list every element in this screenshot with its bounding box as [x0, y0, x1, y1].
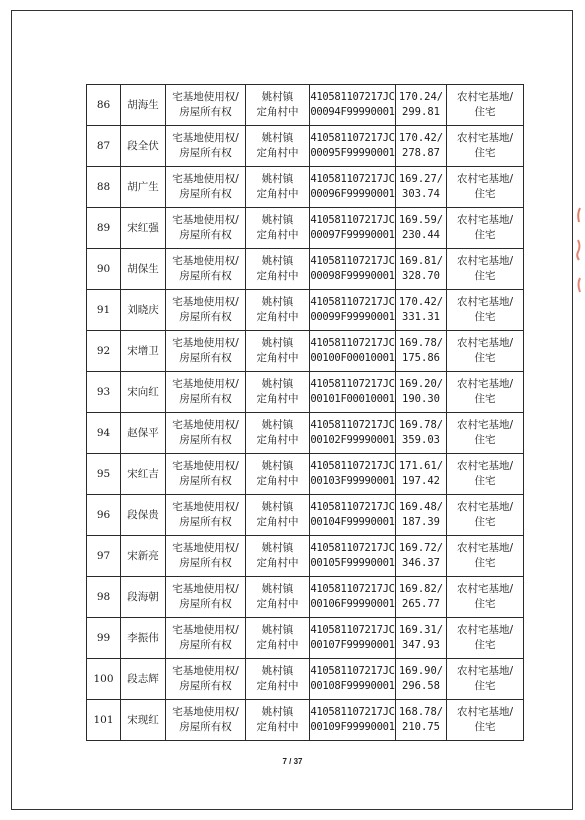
cell-unit-code	[310, 495, 396, 536]
cell-area	[396, 659, 447, 700]
cell-right-type-line: 房屋所有权	[179, 147, 232, 159]
table-row	[87, 618, 524, 659]
cell-location-line: 定角村中	[256, 475, 299, 487]
cell-unit-code-line: 00097F99990001	[310, 229, 395, 241]
cell-owner-name: 宋红强	[121, 208, 166, 249]
cell-land-use-line: 住宅	[474, 393, 496, 405]
cell-right-type-line: 宅基地使用权/	[172, 706, 239, 718]
cell-unit-code-line: 00103F99990001	[310, 475, 395, 487]
cell-owner-name: 段保贵	[121, 495, 166, 536]
cell-unit-code	[310, 126, 396, 167]
cell-land-use-line: 住宅	[474, 598, 496, 610]
cell-location-line: 定角村中	[256, 639, 299, 651]
cell-location	[246, 413, 310, 454]
cell-land-use	[447, 577, 524, 618]
cell-area-line: 169.81/	[398, 255, 444, 267]
cell-land-use	[447, 454, 524, 495]
cell-location-line: 姚村镇	[261, 296, 294, 308]
cell-location-line: 姚村镇	[261, 173, 294, 185]
cell-number: 91	[87, 290, 121, 331]
cell-owner-name: 段志辉	[121, 659, 166, 700]
cell-land-use-line: 农村宅基地/	[456, 214, 514, 226]
cell-area-line: 187.39	[402, 516, 440, 528]
cell-land-use-line: 住宅	[474, 106, 496, 118]
cell-area-line: 168.78/	[398, 706, 444, 718]
cell-area-line: 169.48/	[398, 501, 444, 513]
cell-owner-name: 段全伏	[121, 126, 166, 167]
cell-right-type-line: 宅基地使用权/	[172, 378, 239, 390]
cell-right-type-line: 房屋所有权	[179, 270, 232, 282]
cell-area-line: 169.82/	[398, 583, 444, 595]
cell-location	[246, 536, 310, 577]
cell-unit-code-line: 00096F99990001	[310, 188, 395, 200]
cell-land-use-line: 农村宅基地/	[456, 296, 514, 308]
cell-land-use-line: 农村宅基地/	[456, 460, 514, 472]
cell-unit-code	[310, 167, 396, 208]
cell-number: 96	[87, 495, 121, 536]
seal-stamp-edge	[574, 200, 584, 320]
cell-right-type	[166, 413, 246, 454]
cell-location-line: 定角村中	[256, 352, 299, 364]
cell-land-use	[447, 126, 524, 167]
cell-right-type-line: 宅基地使用权/	[172, 624, 239, 636]
cell-land-use-line: 住宅	[474, 680, 496, 692]
cell-location-line: 姚村镇	[261, 337, 294, 349]
cell-unit-code-line: 410581107217JC	[310, 583, 395, 595]
table-row	[87, 577, 524, 618]
cell-right-type	[166, 454, 246, 495]
cell-area-line: 299.81	[402, 106, 440, 118]
cell-area-line: 303.74	[402, 188, 440, 200]
cell-location-line: 定角村中	[256, 270, 299, 282]
cell-right-type-line: 宅基地使用权/	[172, 542, 239, 554]
cell-right-type-line: 宅基地使用权/	[172, 214, 239, 226]
cell-unit-code-line: 410581107217JC	[310, 378, 395, 390]
table-row	[87, 331, 524, 372]
cell-right-type	[166, 577, 246, 618]
cell-unit-code-line: 00107F99990001	[310, 639, 395, 651]
cell-number: 89	[87, 208, 121, 249]
cell-area-line: 169.72/	[398, 542, 444, 554]
cell-owner-name: 李振伟	[121, 618, 166, 659]
cell-location	[246, 290, 310, 331]
cell-right-type-line: 房屋所有权	[179, 680, 232, 692]
cell-unit-code-line: 00095F99990001	[310, 147, 395, 159]
cell-right-type	[166, 495, 246, 536]
cell-unit-code-line: 00108F99990001	[310, 680, 395, 692]
cell-area-line: 171.61/	[398, 460, 444, 472]
cell-land-use	[447, 495, 524, 536]
cell-location-line: 定角村中	[256, 434, 299, 446]
cell-area-line: 265.77	[402, 598, 440, 610]
cell-land-use-line: 农村宅基地/	[456, 706, 514, 718]
cell-number: 98	[87, 577, 121, 618]
cell-right-type-line: 房屋所有权	[179, 188, 232, 200]
cell-area-line: 169.31/	[398, 624, 444, 636]
cell-owner-name: 宋向红	[121, 372, 166, 413]
table-row	[87, 659, 524, 700]
cell-area-line: 210.75	[402, 721, 440, 733]
cell-location	[246, 618, 310, 659]
cell-land-use	[447, 413, 524, 454]
cell-area-line: 169.78/	[398, 337, 444, 349]
cell-unit-code-line: 410581107217JC	[310, 501, 395, 513]
cell-right-type-line: 宅基地使用权/	[172, 460, 239, 472]
cell-area	[396, 126, 447, 167]
cell-right-type-line: 宅基地使用权/	[172, 583, 239, 595]
table-row	[87, 536, 524, 577]
cell-unit-code-line: 00100F00010001	[310, 352, 395, 364]
cell-location	[246, 208, 310, 249]
cell-owner-name: 赵保平	[121, 413, 166, 454]
cell-right-type	[166, 618, 246, 659]
table-row	[87, 454, 524, 495]
cell-right-type-line: 房屋所有权	[179, 352, 232, 364]
cell-area-line: 190.30	[402, 393, 440, 405]
cell-area	[396, 618, 447, 659]
cell-location	[246, 85, 310, 126]
cell-owner-name: 胡海生	[121, 85, 166, 126]
cell-unit-code-line: 410581107217JC	[310, 337, 395, 349]
cell-unit-code	[310, 413, 396, 454]
cell-area-line: 169.59/	[398, 214, 444, 226]
cell-number: 97	[87, 536, 121, 577]
cell-land-use	[447, 290, 524, 331]
cell-location	[246, 372, 310, 413]
cell-unit-code	[310, 249, 396, 290]
table-row	[87, 249, 524, 290]
cell-unit-code	[310, 659, 396, 700]
cell-land-use-line: 农村宅基地/	[456, 419, 514, 431]
cell-unit-code	[310, 618, 396, 659]
cell-land-use-line: 农村宅基地/	[456, 378, 514, 390]
cell-right-type	[166, 208, 246, 249]
cell-land-use-line: 农村宅基地/	[456, 583, 514, 595]
cell-area-line: 296.58	[402, 680, 440, 692]
property-rights-table	[86, 84, 524, 741]
cell-right-type	[166, 700, 246, 741]
cell-location-line: 姚村镇	[261, 583, 294, 595]
table-row	[87, 372, 524, 413]
cell-area-line: 175.86	[402, 352, 440, 364]
cell-owner-name: 宋新亮	[121, 536, 166, 577]
cell-number: 90	[87, 249, 121, 290]
cell-land-use-line: 住宅	[474, 229, 496, 241]
cell-location-line: 姚村镇	[261, 132, 294, 144]
cell-unit-code-line: 00109F99990001	[310, 721, 395, 733]
cell-area	[396, 290, 447, 331]
cell-land-use-line: 住宅	[474, 516, 496, 528]
cell-location-line: 姚村镇	[261, 624, 294, 636]
cell-location-line: 姚村镇	[261, 378, 294, 390]
cell-land-use-line: 住宅	[474, 557, 496, 569]
table-body	[87, 85, 524, 741]
cell-unit-code-line: 00105F99990001	[310, 557, 395, 569]
cell-unit-code-line: 00099F99990001	[310, 311, 395, 323]
cell-area	[396, 413, 447, 454]
cell-land-use	[447, 249, 524, 290]
cell-location-line: 定角村中	[256, 516, 299, 528]
cell-area-line: 169.78/	[398, 419, 444, 431]
cell-location	[246, 659, 310, 700]
cell-number: 99	[87, 618, 121, 659]
cell-area-line: 278.87	[402, 147, 440, 159]
cell-area	[396, 577, 447, 618]
cell-unit-code	[310, 331, 396, 372]
cell-location-line: 定角村中	[256, 680, 299, 692]
cell-unit-code	[310, 85, 396, 126]
cell-right-type	[166, 331, 246, 372]
cell-land-use-line: 住宅	[474, 270, 496, 282]
cell-area	[396, 454, 447, 495]
cell-location-line: 定角村中	[256, 106, 299, 118]
cell-number: 86	[87, 85, 121, 126]
cell-number: 87	[87, 126, 121, 167]
cell-unit-code-line: 410581107217JC	[310, 173, 395, 185]
cell-unit-code-line: 00106F99990001	[310, 598, 395, 610]
cell-land-use	[447, 372, 524, 413]
cell-land-use	[447, 618, 524, 659]
cell-area-line: 169.20/	[398, 378, 444, 390]
cell-location	[246, 454, 310, 495]
cell-right-type-line: 房屋所有权	[179, 106, 232, 118]
cell-land-use	[447, 167, 524, 208]
cell-unit-code-line: 410581107217JC	[310, 255, 395, 267]
cell-area-line: 359.03	[402, 434, 440, 446]
cell-area-line: 197.42	[402, 475, 440, 487]
cell-unit-code-line: 410581107217JC	[310, 91, 395, 103]
cell-area	[396, 700, 447, 741]
cell-location	[246, 249, 310, 290]
cell-land-use	[447, 536, 524, 577]
cell-land-use-line: 住宅	[474, 639, 496, 651]
cell-right-type-line: 宅基地使用权/	[172, 665, 239, 677]
cell-number: 93	[87, 372, 121, 413]
cell-area-line: 169.27/	[398, 173, 444, 185]
cell-right-type	[166, 290, 246, 331]
cell-location-line: 姚村镇	[261, 91, 294, 103]
cell-unit-code-line: 410581107217JC	[310, 419, 395, 431]
cell-area	[396, 331, 447, 372]
cell-area	[396, 495, 447, 536]
cell-unit-code-line: 00104F99990001	[310, 516, 395, 528]
cell-unit-code-line: 410581107217JC	[310, 460, 395, 472]
cell-right-type-line: 房屋所有权	[179, 598, 232, 610]
cell-right-type-line: 宅基地使用权/	[172, 132, 239, 144]
cell-right-type	[166, 536, 246, 577]
cell-right-type-line: 房屋所有权	[179, 393, 232, 405]
cell-location	[246, 331, 310, 372]
cell-right-type	[166, 85, 246, 126]
cell-owner-name: 胡保生	[121, 249, 166, 290]
cell-right-type-line: 房屋所有权	[179, 721, 232, 733]
cell-land-use-line: 农村宅基地/	[456, 665, 514, 677]
cell-area-line: 169.90/	[398, 665, 444, 677]
cell-unit-code-line: 410581107217JC	[310, 706, 395, 718]
cell-location-line: 姚村镇	[261, 419, 294, 431]
cell-area	[396, 249, 447, 290]
table-row	[87, 85, 524, 126]
cell-location-line: 姚村镇	[261, 542, 294, 554]
cell-right-type	[166, 372, 246, 413]
cell-owner-name: 段海朝	[121, 577, 166, 618]
cell-area-line: 170.42/	[398, 296, 444, 308]
cell-right-type	[166, 126, 246, 167]
cell-unit-code-line: 00102F99990001	[310, 434, 395, 446]
cell-land-use-line: 住宅	[474, 147, 496, 159]
cell-location	[246, 167, 310, 208]
cell-location-line: 姚村镇	[261, 501, 294, 513]
cell-right-type-line: 宅基地使用权/	[172, 255, 239, 267]
cell-land-use-line: 住宅	[474, 721, 496, 733]
cell-right-type-line: 房屋所有权	[179, 311, 232, 323]
cell-number: 100	[87, 659, 121, 700]
cell-unit-code-line: 410581107217JC	[310, 296, 395, 308]
cell-unit-code	[310, 577, 396, 618]
cell-area-line: 347.93	[402, 639, 440, 651]
cell-unit-code	[310, 208, 396, 249]
cell-number: 101	[87, 700, 121, 741]
cell-location	[246, 126, 310, 167]
cell-area-line: 170.42/	[398, 132, 444, 144]
cell-area	[396, 372, 447, 413]
cell-land-use-line: 农村宅基地/	[456, 255, 514, 267]
cell-unit-code-line: 00094F99990001	[310, 106, 395, 118]
cell-land-use-line: 农村宅基地/	[456, 542, 514, 554]
cell-unit-code-line: 410581107217JC	[310, 542, 395, 554]
cell-right-type	[166, 249, 246, 290]
cell-land-use	[447, 700, 524, 741]
cell-right-type-line: 房屋所有权	[179, 229, 232, 241]
cell-area-line: 170.24/	[398, 91, 444, 103]
table-row	[87, 700, 524, 741]
cell-right-type	[166, 659, 246, 700]
cell-land-use-line: 农村宅基地/	[456, 132, 514, 144]
cell-right-type	[166, 167, 246, 208]
cell-unit-code	[310, 536, 396, 577]
cell-land-use	[447, 85, 524, 126]
cell-area	[396, 536, 447, 577]
cell-area-line: 331.31	[402, 311, 440, 323]
cell-location-line: 定角村中	[256, 557, 299, 569]
cell-land-use	[447, 208, 524, 249]
cell-area	[396, 208, 447, 249]
cell-right-type-line: 宅基地使用权/	[172, 91, 239, 103]
cell-right-type-line: 房屋所有权	[179, 557, 232, 569]
cell-unit-code	[310, 372, 396, 413]
cell-number: 94	[87, 413, 121, 454]
cell-number: 92	[87, 331, 121, 372]
cell-area-line: 328.70	[402, 270, 440, 282]
cell-location-line: 姚村镇	[261, 255, 294, 267]
cell-unit-code	[310, 290, 396, 331]
table-row	[87, 126, 524, 167]
cell-right-type-line: 房屋所有权	[179, 639, 232, 651]
cell-land-use	[447, 331, 524, 372]
cell-land-use-line: 农村宅基地/	[456, 173, 514, 185]
cell-right-type-line: 宅基地使用权/	[172, 296, 239, 308]
cell-right-type-line: 房屋所有权	[179, 516, 232, 528]
cell-owner-name: 胡广生	[121, 167, 166, 208]
cell-owner-name: 宋增卫	[121, 331, 166, 372]
cell-location-line: 定角村中	[256, 721, 299, 733]
table-row	[87, 167, 524, 208]
cell-unit-code-line: 410581107217JC	[310, 214, 395, 226]
cell-land-use-line: 住宅	[474, 475, 496, 487]
cell-land-use-line: 住宅	[474, 188, 496, 200]
cell-right-type-line: 宅基地使用权/	[172, 419, 239, 431]
cell-unit-code	[310, 700, 396, 741]
cell-area	[396, 167, 447, 208]
table-row	[87, 413, 524, 454]
table-row	[87, 208, 524, 249]
cell-location	[246, 577, 310, 618]
cell-unit-code-line: 410581107217JC	[310, 665, 395, 677]
cell-land-use-line: 农村宅基地/	[456, 501, 514, 513]
cell-unit-code-line: 410581107217JC	[310, 624, 395, 636]
table-row	[87, 495, 524, 536]
cell-land-use-line: 住宅	[474, 311, 496, 323]
cell-area	[396, 85, 447, 126]
cell-location-line: 定角村中	[256, 147, 299, 159]
cell-owner-name: 宋红吉	[121, 454, 166, 495]
cell-land-use-line: 住宅	[474, 434, 496, 446]
cell-area-line: 346.37	[402, 557, 440, 569]
cell-location-line: 姚村镇	[261, 706, 294, 718]
cell-unit-code-line: 410581107217JC	[310, 132, 395, 144]
page-number: 7 / 37	[282, 757, 303, 766]
cell-right-type-line: 宅基地使用权/	[172, 337, 239, 349]
cell-land-use-line: 农村宅基地/	[456, 624, 514, 636]
cell-number: 95	[87, 454, 121, 495]
cell-location-line: 姚村镇	[261, 214, 294, 226]
cell-location-line: 定角村中	[256, 229, 299, 241]
cell-land-use-line: 住宅	[474, 352, 496, 364]
cell-location-line: 定角村中	[256, 188, 299, 200]
cell-owner-name: 宋现红	[121, 700, 166, 741]
cell-land-use-line: 农村宅基地/	[456, 91, 514, 103]
cell-unit-code-line: 00098F99990001	[310, 270, 395, 282]
cell-unit-code-line: 00101F00010001	[310, 393, 395, 405]
cell-location-line: 定角村中	[256, 393, 299, 405]
cell-land-use-line: 农村宅基地/	[456, 337, 514, 349]
cell-number: 88	[87, 167, 121, 208]
cell-right-type-line: 房屋所有权	[179, 434, 232, 446]
cell-right-type-line: 宅基地使用权/	[172, 173, 239, 185]
cell-land-use	[447, 659, 524, 700]
cell-owner-name: 刘晓庆	[121, 290, 166, 331]
cell-area-line: 230.44	[402, 229, 440, 241]
cell-location-line: 姚村镇	[261, 460, 294, 472]
cell-location-line: 定角村中	[256, 311, 299, 323]
cell-unit-code	[310, 454, 396, 495]
cell-location	[246, 495, 310, 536]
cell-right-type-line: 房屋所有权	[179, 475, 232, 487]
cell-location	[246, 700, 310, 741]
table-row	[87, 290, 524, 331]
cell-right-type-line: 宅基地使用权/	[172, 501, 239, 513]
cell-location-line: 定角村中	[256, 598, 299, 610]
cell-location-line: 姚村镇	[261, 665, 294, 677]
